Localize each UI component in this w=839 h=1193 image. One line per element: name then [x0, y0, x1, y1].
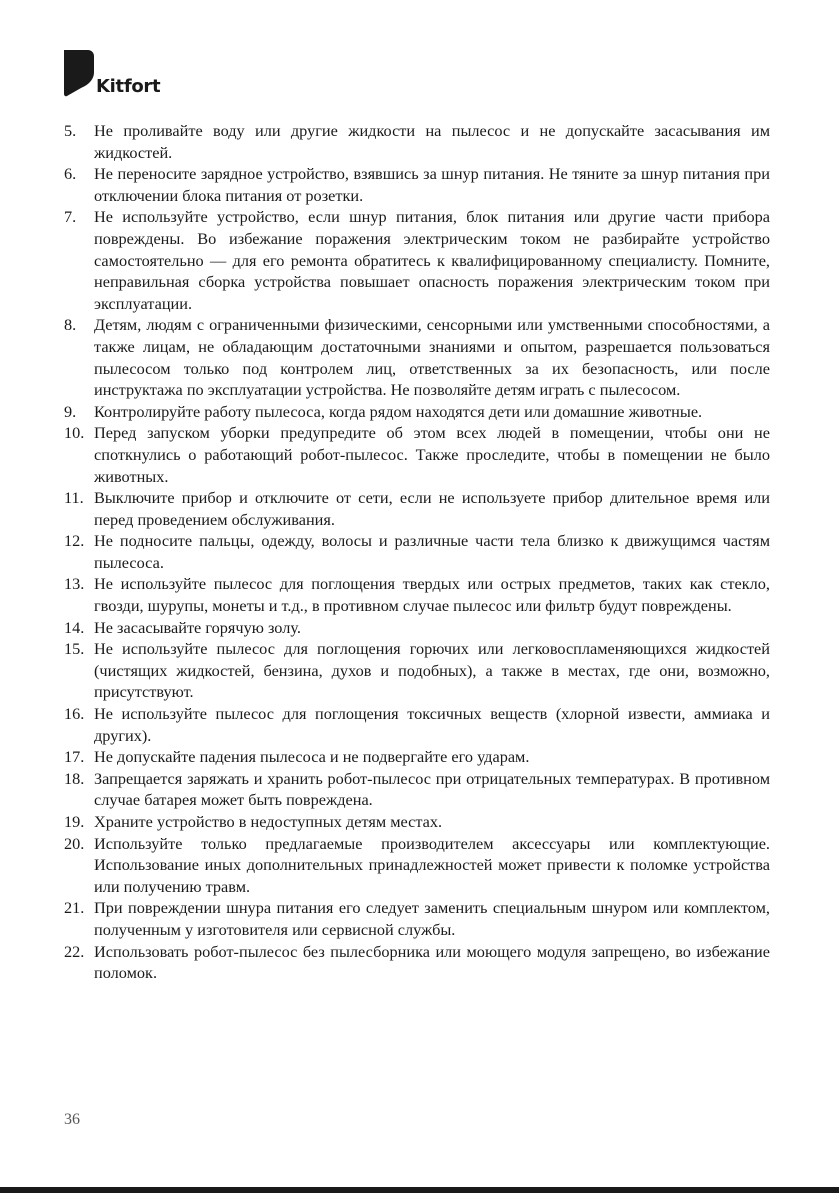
item-number: 18.: [64, 768, 85, 788]
list-item: [64, 401, 770, 423]
item-number: 22.: [64, 941, 85, 961]
item-text: Запрещается заряжать и хранить робот-пылесос при отрицательных температурах. В противном случае батарея может быть повреждена.: [94, 768, 770, 810]
item-number: 15.: [64, 639, 85, 659]
item-number: 20.: [64, 833, 85, 853]
list-item: [64, 833, 770, 898]
brand-name: Kitfort: [96, 76, 161, 97]
item-text: Контролируйте работу пылесоса, когда рядом находятся дети или домашние животные.: [94, 401, 703, 421]
item-text: Не используйте устройство, если шнур питания, блок питания или другие части прибора повреждены. Во избежание поражения электрическим током не разбирайте устройство самостоятельно — для его ремонта обратитесь к квалифицированному специалисту. Помните, неправильная сборка устройства повышает опасность поражения электрическим током при эксплуатации.: [94, 207, 770, 313]
page-number: 36: [64, 1111, 80, 1128]
item-text: При повреждении шнура питания его следует заменить специальным шнуром или комплектом, полученным у изготовителя или сервисной службы.: [94, 898, 770, 939]
kitfort-logo-icon: [64, 50, 94, 98]
list-item: [64, 897, 770, 940]
list-item: [64, 206, 770, 314]
list-item: [64, 573, 770, 616]
list-item: [64, 422, 770, 487]
list-item: [64, 530, 770, 573]
item-text: Не используйте пылесос для поглощения токсичных веществ (хлорной извести, аммиака и других).: [94, 704, 770, 745]
list-item: [64, 120, 770, 163]
item-text: Не используйте пылесос для поглощения твердых или острых предметов, таких как стекло, гвозди, шурупы, монеты и т.д., в противном случае пылесос или фильтр будут повреждены.: [94, 574, 770, 616]
item-number: 13.: [64, 574, 85, 594]
list-item: [64, 638, 770, 703]
item-number: 9.: [64, 401, 77, 421]
item-text: Перед запуском уборки предупредите об этом всех людей в помещении, чтобы они не споткнулись о работающий робот-пылесос. Также проследите, чтобы в помещении не было животных.: [94, 423, 770, 486]
item-text: Не проливайте воду или другие жидкости на пылесос и не допускайте засасывания им жидкостей.: [94, 121, 770, 162]
list-item: [64, 941, 770, 984]
bottom-edge-rule: [0, 1187, 839, 1193]
item-number: 11.: [64, 488, 84, 508]
list-item: [64, 163, 770, 206]
item-number: 7.: [64, 207, 77, 227]
list-item: [64, 314, 770, 400]
item-text: Не переносите зарядное устройство, взявшись за шнур питания. Не тяните за шнур питания при отключении блока питания от розетки.: [94, 164, 770, 205]
item-text: Не допускайте падения пылесоса и не подвергайте его ударам.: [94, 747, 530, 767]
item-number: 8.: [64, 315, 77, 335]
item-text: Использовать робот-пылесос без пылесборника или моющего модуля запрещено, во избежание поломок.: [94, 941, 770, 983]
list-item: [64, 487, 770, 530]
safety-instructions-list: [64, 120, 770, 984]
item-text: Не засасывайте горячую золу.: [94, 617, 301, 637]
item-number: 21.: [64, 898, 85, 918]
brand-logo: [64, 50, 174, 100]
list-item: [64, 746, 770, 768]
item-number: 10.: [64, 423, 85, 443]
list-item: [64, 768, 770, 811]
item-number: 17.: [64, 747, 85, 767]
list-item: [64, 703, 770, 746]
item-text: Детям, людям с ограниченными физическими, сенсорными или умственными способностями, а также лицам, не обладающим достаточными знаниями и опытом, разрешается пользоваться пылесосом только под контролем лиц, ответственных за их безопасность, или после инструктажа по эксплуатации устройства. Не позволяйте детям играть с пылесосом.: [94, 315, 770, 400]
item-text: Используйте только предлагаемые производителем аксессуары или комплектующие. Использование иных дополнительных принадлежностей может привести к поломке устройства или получению травм.: [94, 833, 770, 896]
item-text: Храните устройство в недоступных детям местах.: [94, 812, 443, 831]
item-text: Не подносите пальцы, одежду, волосы и различные части тела близко к движущимся частям пылесоса.: [94, 531, 770, 572]
list-item: [64, 617, 770, 639]
item-number: 14.: [64, 617, 85, 637]
item-number: 16.: [64, 704, 85, 724]
item-number: 19.: [64, 812, 85, 831]
item-number: 5.: [64, 121, 77, 140]
item-text: Не используйте пылесос для поглощения горючих или легковоспламеняющихся жидкостей (чистящих жидкостей, бензина, духов и подобных), а также в местах, где они, возможно, присутствуют.: [94, 639, 770, 702]
item-number: 12.: [64, 531, 85, 551]
list-item: [64, 811, 770, 833]
item-number: 6.: [64, 164, 77, 184]
item-text: Выключите прибор и отключите от сети, если не используете прибор длительное время или перед проведением обслуживания.: [94, 488, 770, 529]
